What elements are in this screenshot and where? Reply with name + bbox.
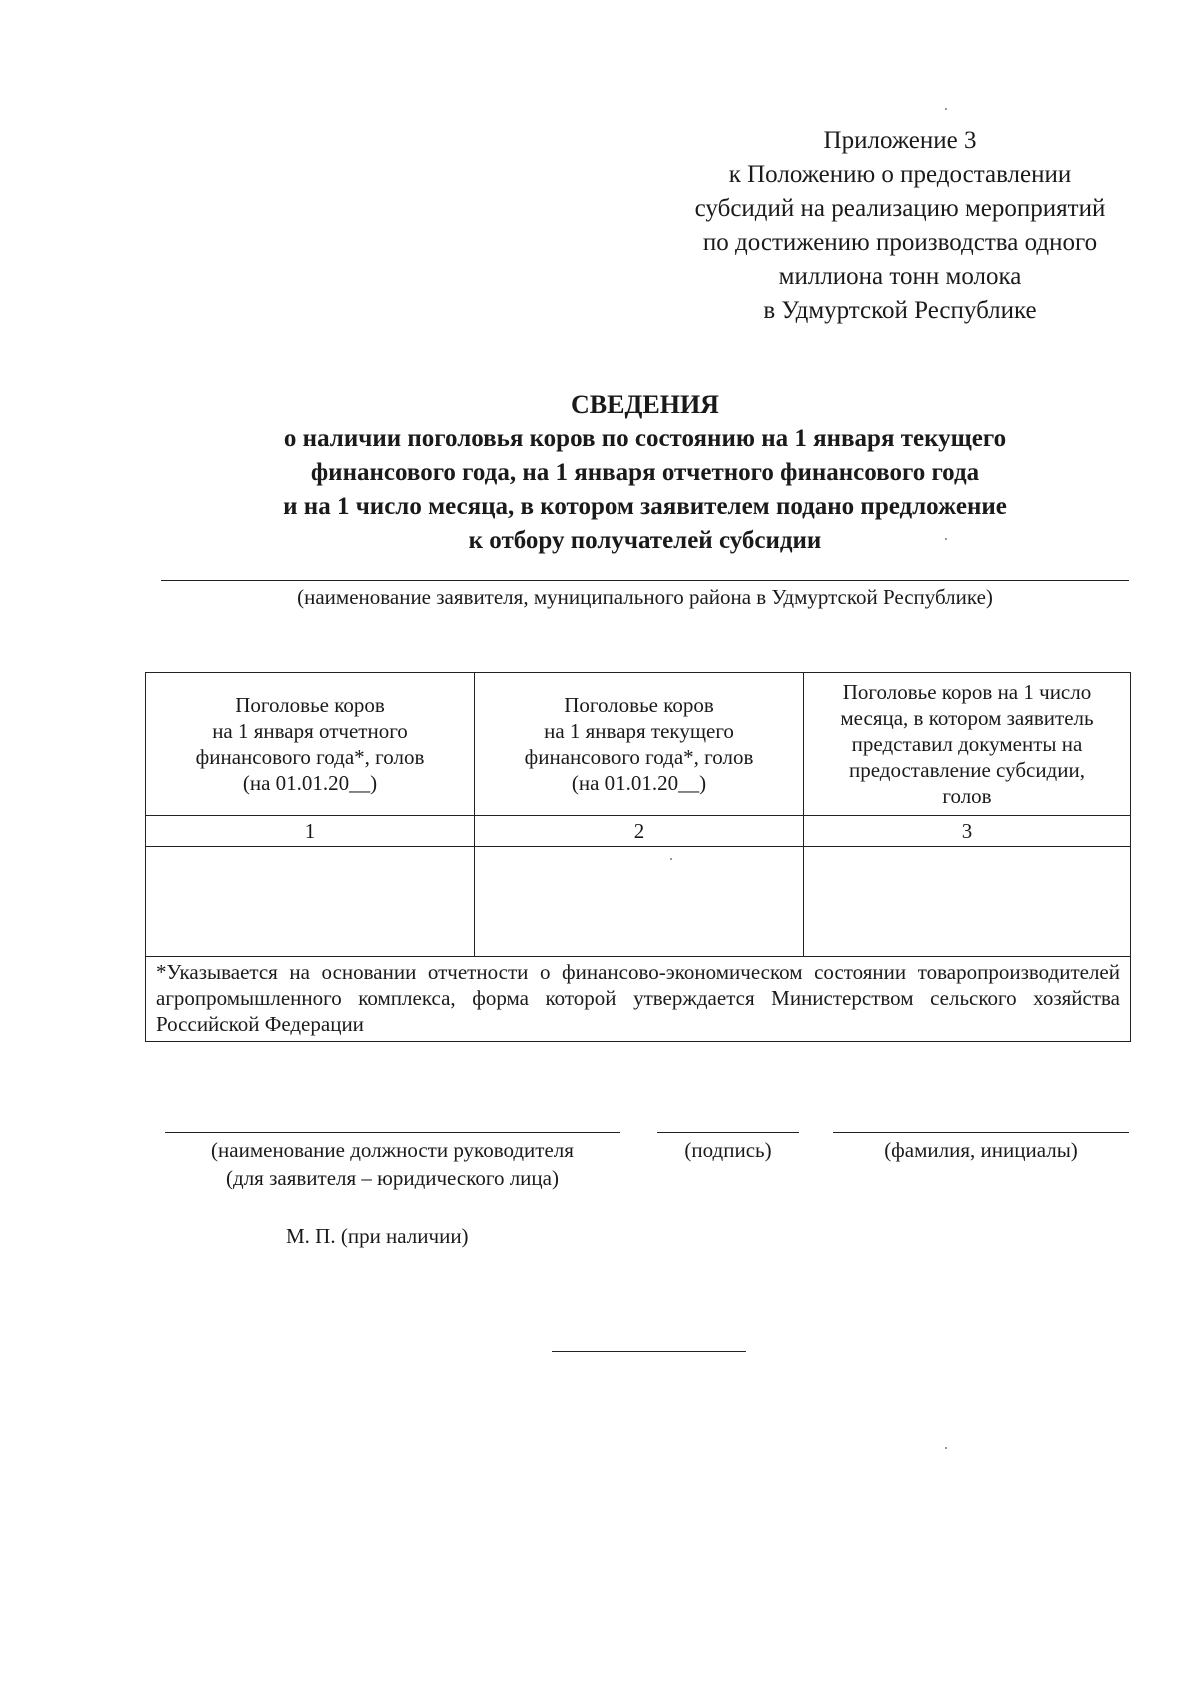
- header-cell-reporting-year: [146, 673, 475, 816]
- appendix-line: по достижению производства одного: [702, 229, 1098, 256]
- header-text: финансового года*, голов: [195, 745, 425, 769]
- appendix-header: [640, 124, 1160, 328]
- footnote-row: [146, 957, 1131, 1042]
- value-cell-current-year[interactable]: [475, 847, 804, 957]
- livestock-table: [145, 672, 1131, 1042]
- header-cell-application-month: [804, 673, 1131, 816]
- scan-speck: [945, 538, 947, 540]
- header-text: Поголовье коров: [235, 693, 385, 717]
- column-number: 1: [146, 816, 475, 847]
- title-subtitle-line: финансового года, на 1 января отчетного финансового года: [310, 459, 980, 486]
- header-text: Поголовье коров: [564, 693, 714, 717]
- title-subtitle-line: к отбору получателей субсидии: [468, 527, 822, 554]
- position-caption: [165, 1136, 620, 1192]
- title-subtitle-line: о наличии поголовья коров по состоянию на 1 января текущего: [283, 425, 1007, 452]
- end-divider: [552, 1351, 746, 1352]
- position-caption-line: (наименование должности руководителя: [211, 1138, 574, 1162]
- value-cell-application-month[interactable]: [804, 847, 1131, 957]
- header-text: (на 01.01.20__): [571, 771, 707, 795]
- value-row: [146, 847, 1131, 957]
- header-text: голов: [942, 784, 992, 808]
- header-text: представил документы на: [851, 732, 1083, 756]
- appendix-line: миллиона тонн молока: [778, 263, 1022, 290]
- title-subtitle-line: и на 1 число месяца, в котором заявителем подано предложение: [283, 493, 1007, 520]
- header-text: месяца, в котором заявитель: [840, 706, 1094, 730]
- header-text: Поголовье коров на 1 число: [842, 680, 1092, 704]
- header-text: на 1 января текущего: [544, 719, 734, 743]
- appendix-line: Приложение 3: [823, 127, 977, 154]
- position-caption-line: (для заявителя – юридического лица): [226, 1166, 559, 1190]
- column-number-row: [146, 816, 1131, 847]
- table-footnote: *Указывается на основании отчетности о финансово-экономическом состоянии товаропроизводителей агропромышленного комплекса, форма которой утверждается Министерством сельского хозяйства Российской Федерации: [146, 957, 1131, 1042]
- table-header-row: [146, 673, 1131, 816]
- header-text: финансового года*, голов: [524, 745, 754, 769]
- title-main: СВЕДЕНИЯ: [571, 390, 719, 419]
- column-number: 3: [804, 816, 1131, 847]
- header-text: предоставление субсидии,: [849, 758, 1085, 782]
- appendix-line: к Положению о предоставлении: [728, 161, 1072, 188]
- header-cell-current-year: [475, 673, 804, 816]
- position-field[interactable]: [165, 1132, 620, 1133]
- name-caption: (фамилия, инициалы): [884, 1138, 1078, 1162]
- seal-placeholder: М. П. (при наличии): [286, 1224, 469, 1248]
- scan-speck: [945, 108, 947, 110]
- signature-caption: (подпись): [684, 1138, 772, 1162]
- applicant-caption: (наименование заявителя, муниципального района в Удмуртской Республике): [297, 585, 993, 609]
- header-text: (на 01.01.20__): [242, 771, 378, 795]
- column-number: 2: [475, 816, 804, 847]
- scan-speck: [670, 858, 672, 860]
- signature-field[interactable]: [657, 1132, 799, 1133]
- header-text: на 1 января отчетного: [212, 719, 408, 743]
- document-title: [150, 388, 1140, 558]
- appendix-line: субсидий на реализацию мероприятий: [694, 195, 1106, 222]
- value-cell-reporting-year[interactable]: [146, 847, 475, 957]
- scan-speck: [945, 1447, 947, 1449]
- name-field[interactable]: [833, 1132, 1129, 1133]
- applicant-name-field[interactable]: [161, 580, 1129, 581]
- appendix-line: в Удмуртской Республике: [763, 297, 1037, 324]
